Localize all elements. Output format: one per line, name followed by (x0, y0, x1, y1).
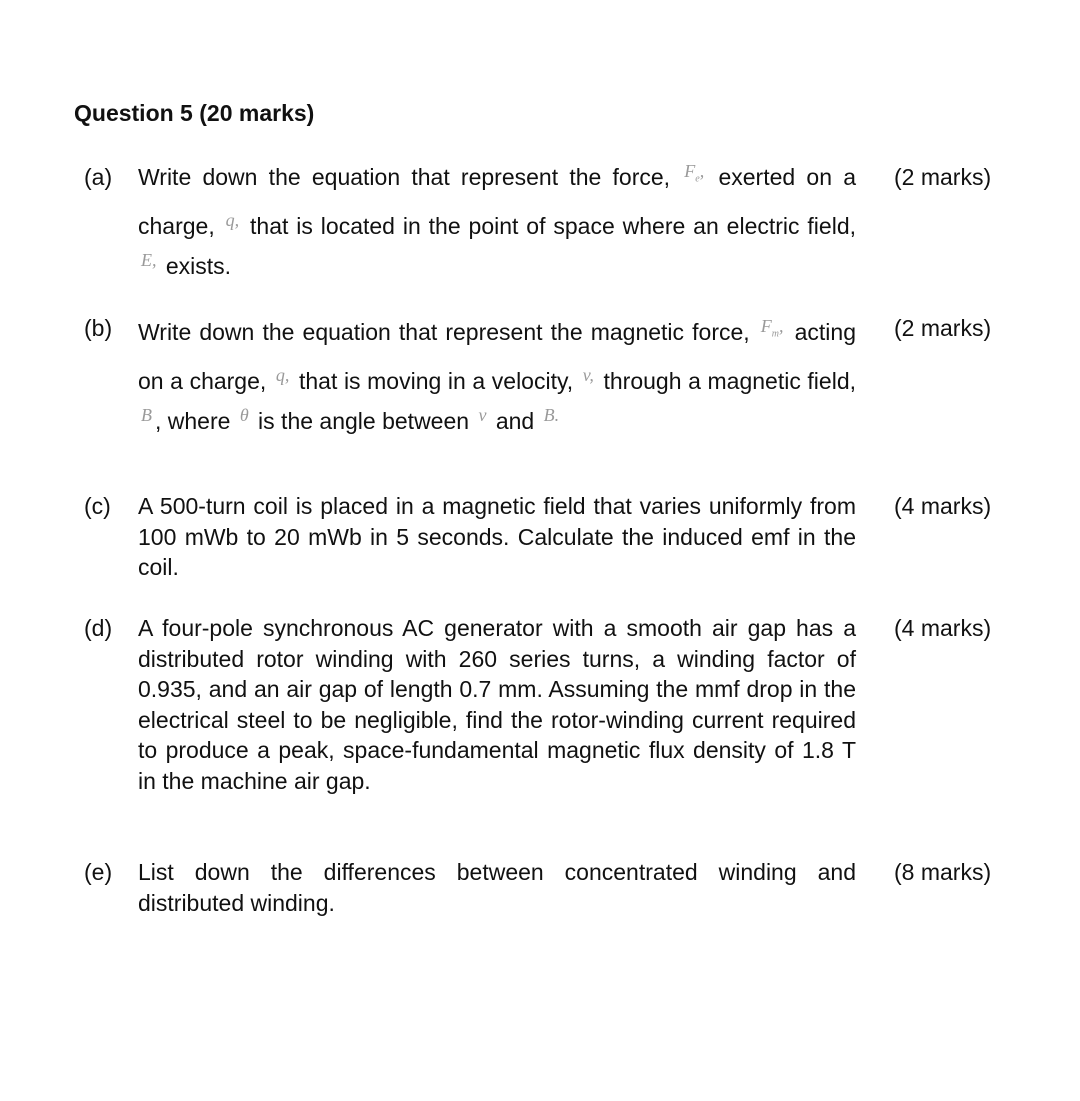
part-b-label: (b) (84, 315, 113, 341)
magnetic-field-symbol: B (141, 404, 152, 425)
part-e-marks: (8 marks) (894, 859, 992, 885)
part-b-text: Write down the equation that represent the magnetic force, $^{F_m,}$ acting on a charge, $^{q,}$ that is moving in a velocity, $^{v,}$ through a magnetic field, $^B$ , where $^\theta$ is the angle between $^v$ and $^{B.}$ (138, 316, 856, 434)
velocity-symbol: v, (582, 364, 594, 385)
part-a-text: Write down the equation that represent the force, $^{F_e,}$ exerted on a charge, $^{q,}$ that is located in the point of space where an electric field, $^{E,}$ exists. (138, 161, 856, 279)
angle-symbol: θ (239, 404, 249, 425)
part-c-marks: (4 marks) (894, 493, 992, 519)
part-d-text: A four-pole synchronous AC generator with a smooth air gap has a distributed rotor winding with 260 series turns, a winding factor of 0.935, and an air gap of length 0.7 mm. Assuming the mmf drop in the electrical steel to be negligible, find the rotor-winding current required to produce a peak, space-fundamental magnetic flux density of 1.8 T in the machine air gap. (138, 615, 856, 794)
part-b-marks: (2 marks) (894, 315, 992, 341)
magnetic-field-symbol-2: B. (543, 404, 560, 425)
charge-symbol: q, (275, 364, 290, 385)
part-a-marks: (2 marks) (894, 164, 992, 190)
electric-field-symbol: E, (141, 249, 157, 270)
part-e-text: List down the differences between concentrated winding and distributed winding. (138, 859, 856, 916)
part-d-label: (d) (84, 615, 113, 641)
part-e-label: (e) (84, 859, 113, 885)
part-c-label: (c) (84, 493, 111, 519)
part-d-marks: (4 marks) (894, 615, 992, 641)
question-title: Question 5 (20 marks) (74, 100, 315, 126)
magnetic-force-symbol: Fm, (760, 316, 784, 340)
force-symbol: Fe, (684, 161, 705, 185)
charge-symbol: q, (225, 209, 240, 230)
velocity-symbol-2: v (478, 404, 487, 425)
part-a-label: (a) (84, 164, 113, 190)
part-c-text: A 500-turn coil is placed in a magnetic field that varies uniformly from 100 mWb to 20 mWb in 5 seconds. Calculate the induced emf in the coil. (138, 493, 856, 581)
